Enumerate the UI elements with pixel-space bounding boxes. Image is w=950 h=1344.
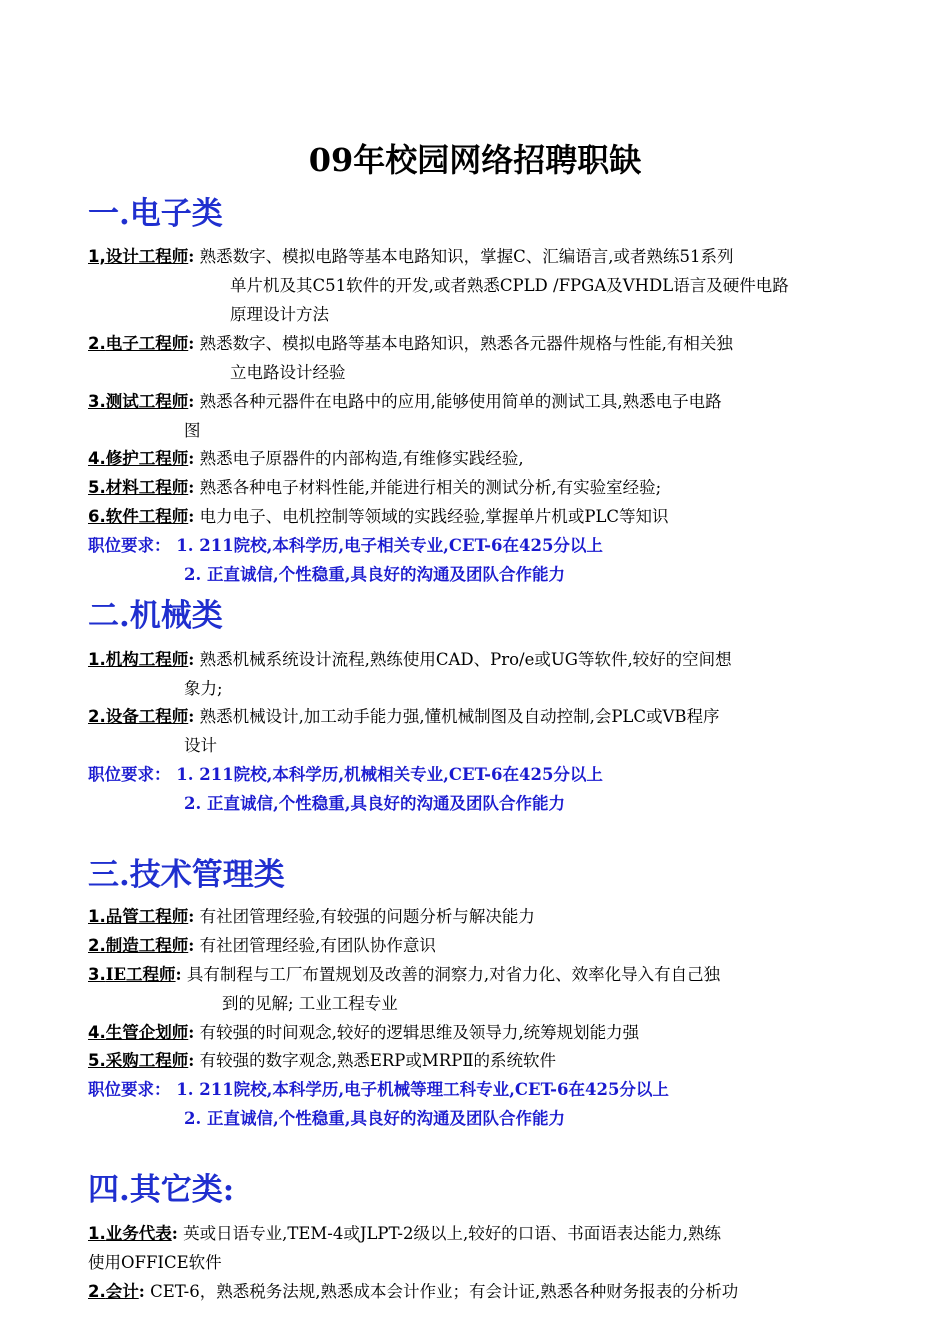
requirement-line: 2. 正直诚信,个性稳重,具良好的沟通及团队合作能力 [184, 565, 565, 584]
job-line: 5.材料工程师: 熟悉各种电子材料性能,并能进行相关的测试分析,有实验室经验; [88, 478, 662, 497]
job-line-continued: 原理设计方法 [230, 305, 329, 324]
requirement-line: 职位要求： 1. 211院校,本科学历,电子相关专业,CET-6在425分以上 [88, 536, 603, 555]
job-line: 3.测试工程师: 熟悉各种元器件在电路中的应用,能够使用简单的测试工具,熟悉电子电路 [88, 392, 722, 411]
requirement-line: 2. 正直诚信,个性稳重,具良好的沟通及团队合作能力 [184, 1109, 565, 1128]
job-line: 2.设备工程师: 熟悉机械设计,加工动手能力强,懂机械制图及自动控制,会PLC或VB程序 [88, 707, 720, 726]
requirement-line: 职位要求： 1. 211院校,本科学历,机械相关专业,CET-6在425分以上 [88, 765, 603, 784]
job-line: 1.品管工程师: 有社团管理经验,有较强的问题分析与解决能力 [88, 907, 535, 926]
section-heading-other: 四.其它类: [88, 1172, 235, 1208]
page-title: 09年校园网络招聘职缺 [308, 141, 642, 179]
job-line: 3.IE工程师: 具有制程与工厂布置规划及改善的洞察力,对省力化、效率化导入有自己独 [88, 965, 721, 984]
job-line: 2.电子工程师: 熟悉数字、模拟电路等基本电路知识，熟悉各元器件规格与性能,有相关独 [88, 334, 733, 353]
job-line-continued: 到的见解; 工业工程专业 [222, 994, 398, 1013]
requirement-line: 职位要求： 1. 211院校,本科学历,电子机械等理工科专业,CET-6在425分以上 [88, 1080, 669, 1099]
job-line: 1,设计工程师: 熟悉数字、模拟电路等基本电路知识，掌握C、汇编语言,或者熟练51系列 [88, 247, 734, 266]
section-heading-mechanical: 二.机械类 [88, 598, 223, 634]
job-line-continued: 使用OFFICE软件 [88, 1253, 222, 1272]
job-line-continued: 单片机及其C51软件的开发,或者熟悉CPLD /FPGA及VHDL语言及硬件电路 [230, 276, 789, 295]
job-line: 5.采购工程师: 有较强的数字观念,熟悉ERP或MRPⅡ的系统软件 [88, 1051, 557, 1070]
job-line: 6.软件工程师: 电力电子、电机控制等领域的实践经验,掌握单片机或PLC等知识 [88, 507, 669, 526]
job-line: 1.机构工程师: 熟悉机械系统设计流程,熟练使用CAD、Pro/e或UG等软件,较好的空间想 [88, 650, 732, 669]
job-line: 1.业务代表: 英或日语专业,TEM-4或JLPT-2级以上,较好的口语、书面语表达能力,熟练 [88, 1224, 721, 1243]
job-line: 4.修护工程师: 熟悉电子原器件的内部构造,有维修实践经验, [88, 449, 524, 468]
job-line-continued: 立电路设计经验 [230, 363, 346, 382]
job-line-continued: 图 [184, 421, 201, 440]
job-line: 4.生管企划师: 有较强的时间观念,较好的逻辑思维及领导力,统筹规划能力强 [88, 1023, 640, 1042]
job-line-continued: 设计 [184, 736, 217, 755]
job-line-continued: 象力; [184, 679, 223, 698]
section-heading-tech-management: 三.技术管理类 [88, 857, 285, 893]
job-line: 2.会计: CET-6，熟悉税务法规,熟悉成本会计作业；有会计证,熟悉各种财务报表的分析功 [88, 1282, 739, 1301]
requirement-line: 2. 正直诚信,个性稳重,具良好的沟通及团队合作能力 [184, 794, 565, 813]
job-line: 2.制造工程师: 有社团管理经验,有团队协作意识 [88, 936, 436, 955]
section-heading-electronics: 一.电子类 [88, 196, 223, 232]
